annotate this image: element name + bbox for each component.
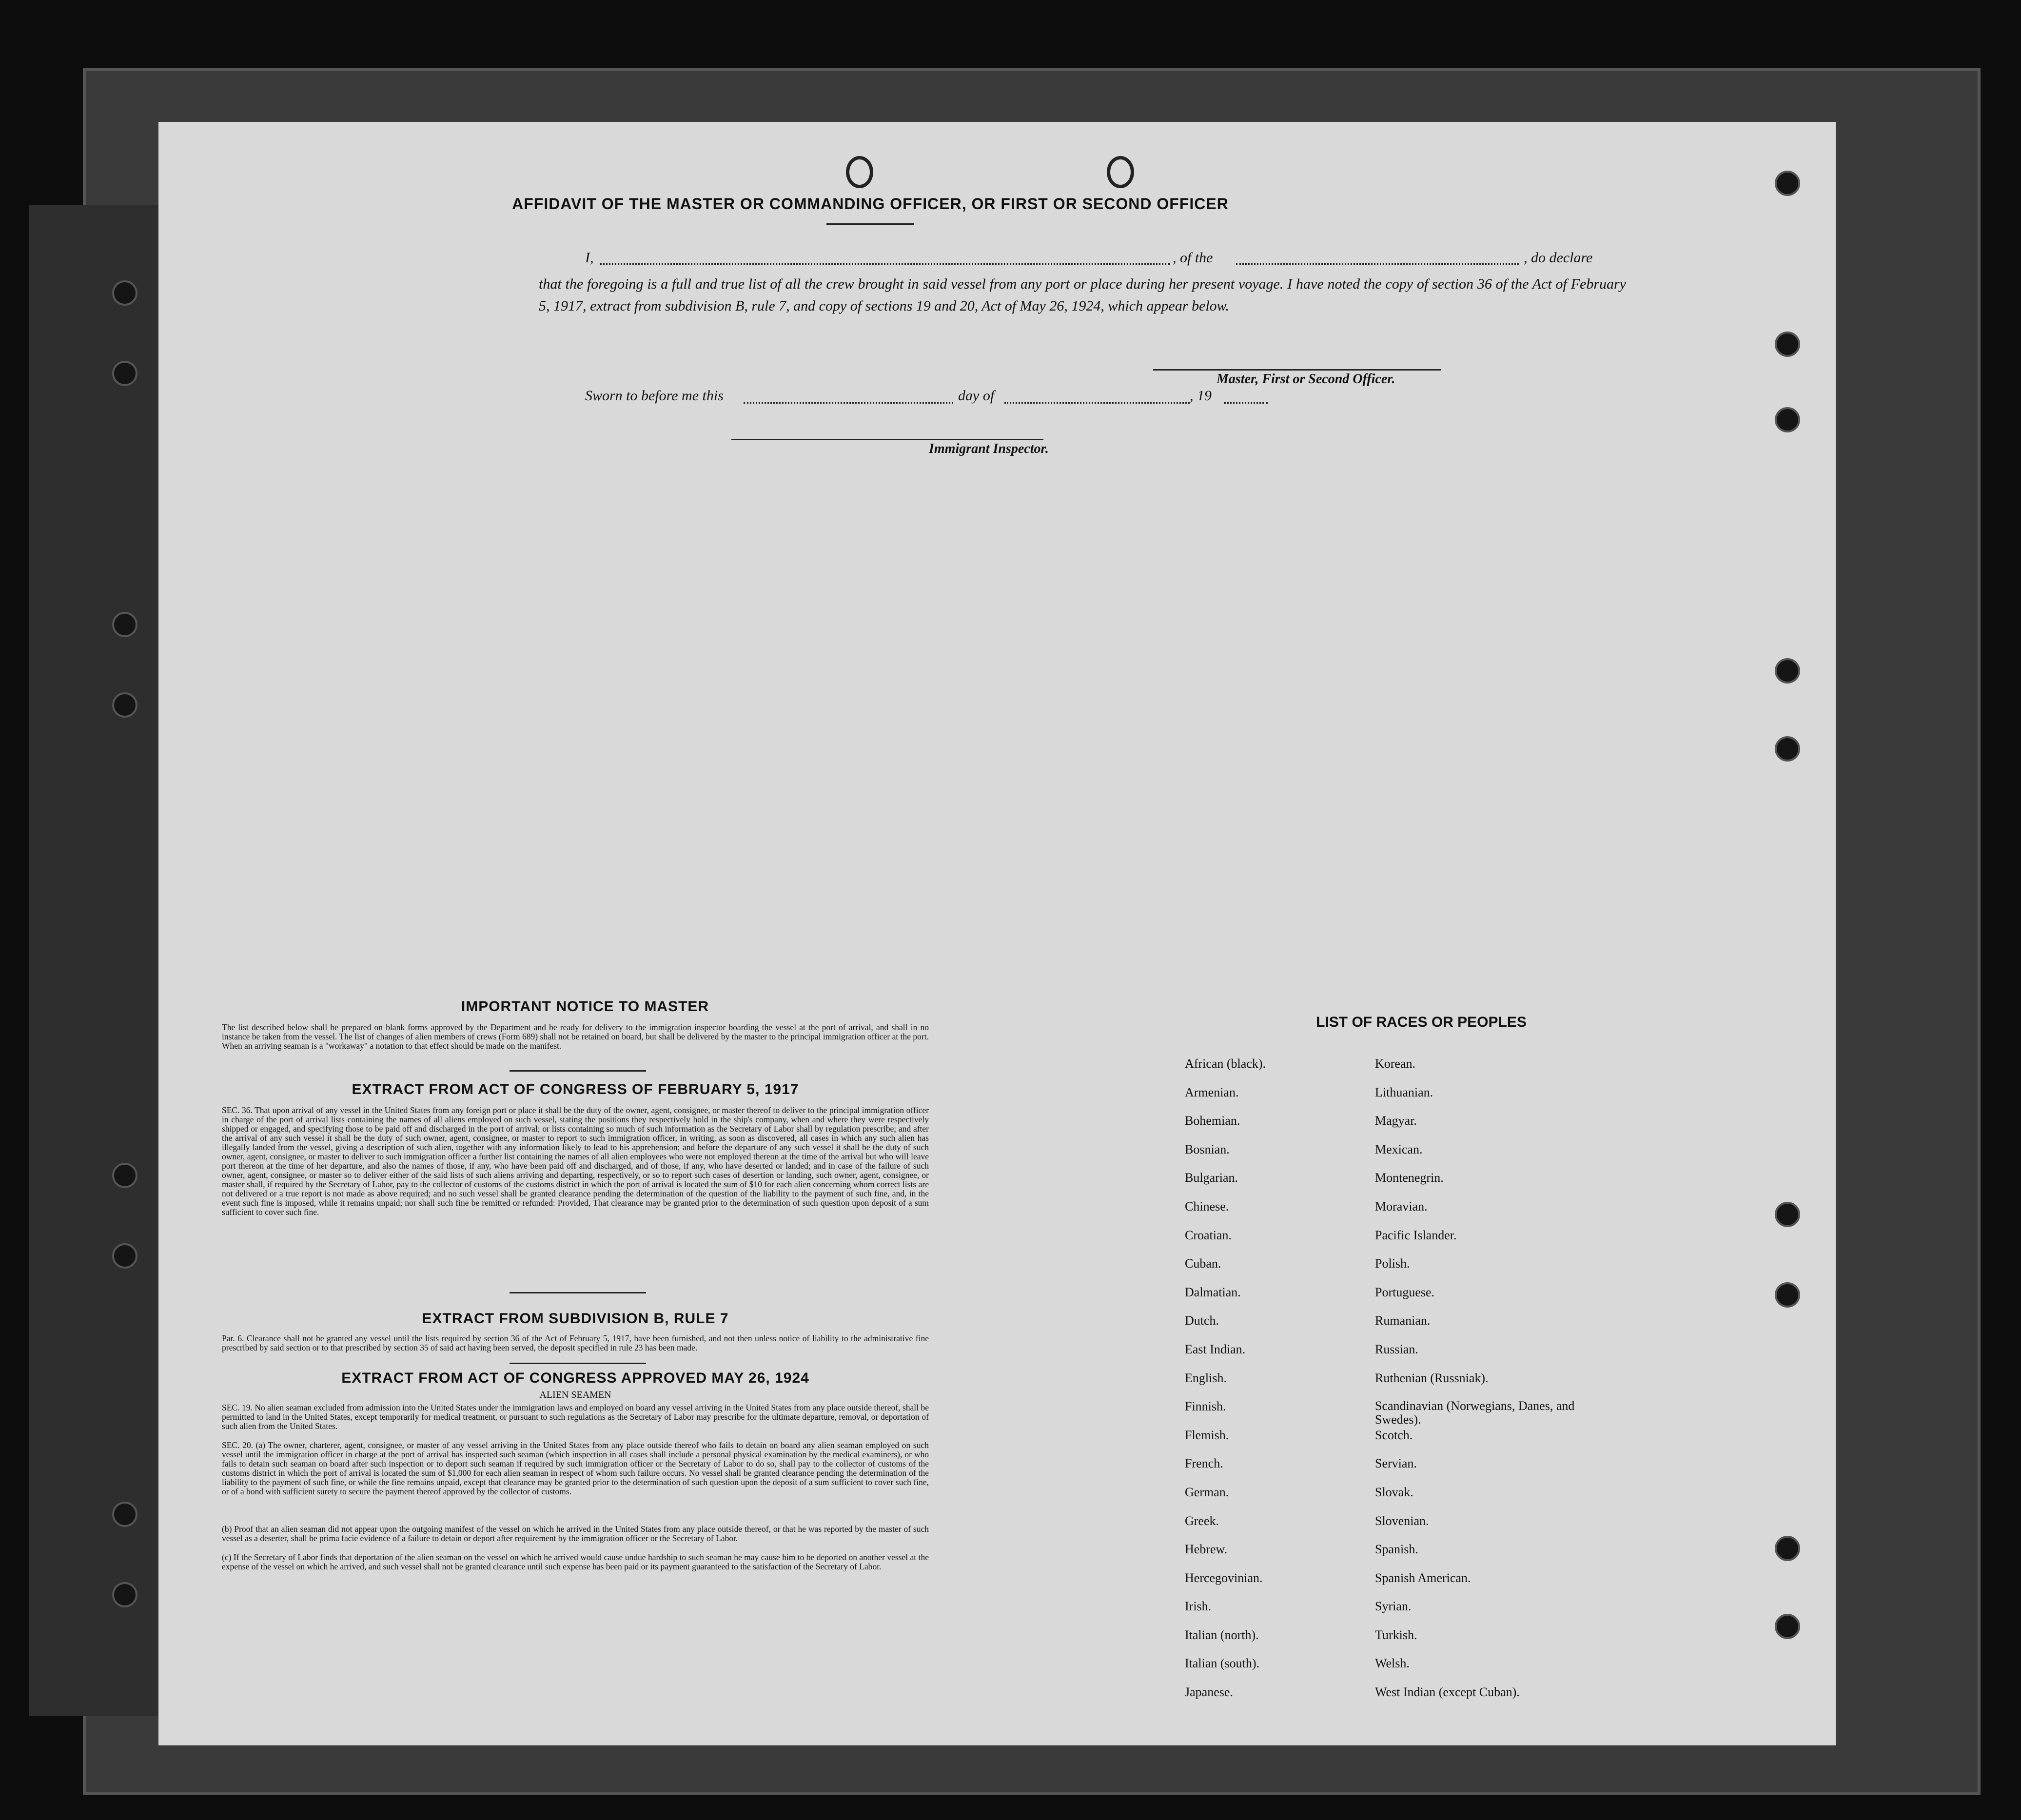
binder-hole (112, 692, 137, 718)
binder-hole (1775, 407, 1800, 432)
binder-hole (112, 612, 137, 637)
binder-hole (112, 1502, 137, 1527)
binder-hole (1775, 1202, 1800, 1227)
race-item: Armenian. (1185, 1085, 1239, 1099)
race-item: Scandinavian (Norwegians, Danes, and Swedes). (1375, 1399, 1575, 1427)
extract-1924-sec20c: (c) If the Secretary of Labor finds that deportation of the alien seaman on the vessel on which he arrived would cause undue hardship to such seaman he may cause him to be deported on another vessel at the expense of the vessel on which he arrived, and such vessel shall not be granted clearance until such expense has been paid or its payment guaranteed to the satisfaction of the Secretary of Labor. (222, 1552, 929, 1571)
extract-rule7-rule (510, 1363, 646, 1364)
declaration-mid: , of the (1173, 250, 1213, 266)
binder-hole (112, 280, 137, 306)
races-title: LIST OF RACES OR PEOPLES (1316, 1014, 1527, 1030)
race-item: African (black). (1185, 1057, 1266, 1071)
race-item: Ruthenian (Russniak). (1375, 1370, 1489, 1385)
race-item: Hebrew. (1185, 1542, 1228, 1557)
binder-hole (112, 1582, 137, 1607)
race-item: Finnish. (1185, 1399, 1226, 1414)
binder-hole (1775, 658, 1800, 684)
race-item: East Indian. (1185, 1342, 1246, 1356)
race-item: West Indian (except Cuban). (1375, 1685, 1520, 1700)
race-item: Flemish. (1185, 1428, 1229, 1442)
race-item: Dalmatian. (1185, 1285, 1241, 1299)
notice-rule (510, 1070, 646, 1072)
binder-hole (1775, 736, 1800, 762)
race-item: Polish. (1375, 1256, 1410, 1271)
race-item: Hercegovinian. (1185, 1570, 1263, 1585)
race-item: Korean. (1375, 1057, 1416, 1071)
race-item: Croatian. (1185, 1228, 1232, 1242)
binder-hole (112, 1243, 137, 1269)
binder-hole (1775, 332, 1800, 357)
sworn-start: Sworn to before me this (585, 388, 724, 404)
sworn-year-field[interactable] (1224, 402, 1268, 404)
race-item: Pacific Islander. (1375, 1228, 1457, 1242)
race-item: Irish. (1185, 1599, 1212, 1614)
race-item: Rumanian. (1375, 1313, 1431, 1328)
race-item: Slovenian. (1375, 1513, 1429, 1528)
extract-rule7-text: Par. 6. Clearance shall not be granted any vessel until the lists required by section 36 of the Act of February 5, 1917, have been furnished, and not then unless notice of liability to the administrative fine prescribed by said section or to that prescribed by section 35 of said act having been served, the deposit specified in rule 23 has been made. (222, 1333, 929, 1352)
ring-mark (846, 156, 873, 188)
race-item: Montenegrin. (1375, 1171, 1444, 1185)
notice-title: IMPORTANT NOTICE TO MASTER (461, 998, 709, 1015)
race-item: Greek. (1185, 1513, 1219, 1528)
binder-hole (1775, 1614, 1800, 1639)
race-item: Cuban. (1185, 1256, 1221, 1271)
race-item: Magyar. (1375, 1114, 1417, 1128)
inspector-signature-line[interactable] (731, 439, 1043, 440)
ring-mark (1107, 156, 1134, 188)
master-signature-line[interactable] (1153, 369, 1441, 371)
sworn-month-field[interactable] (1004, 402, 1190, 404)
affidavit-title: AFFIDAVIT OF THE MASTER OR COMMANDING OFFICER, OR FIRST OR SECOND OFFICER (512, 195, 1229, 213)
race-item: Lithuanian. (1375, 1085, 1433, 1099)
inspector-signature-label: Immigrant Inspector. (929, 441, 1049, 456)
binder-hole (1775, 171, 1800, 196)
title-rule (826, 223, 914, 225)
race-item: English. (1185, 1370, 1227, 1385)
notice-text: The list described below shall be prepared on blank forms approved by the Department and be ready for delivery to the immigration inspector boarding the vessel at the port of arrival, and shall in no instance be taken from the vessel. The list of changes of alien members of crews (Form 689) shall not be retained on board, but shall be delivered by the master to the principal immigration officer at the port. When an arriving seaman is a "workaway" a notation to that effect should be made on the manifest. (222, 1022, 929, 1051)
race-item: Scotch. (1375, 1428, 1413, 1442)
extract-1924-sec20a: SEC. 20. (a) The owner, charterer, agent, consignee, or master of any vessel arriving in the United States from any place outside thereof who fails to detain on board any alien seaman employed on such vessel until the immigration officer in charge at the port of arrival has inspected such seaman (which inspection in all cases shall include a personal physical examination by the medical examiners), or who fails to detain such seaman on board after such inspection or to deport such seaman if required by such immigration officer or the Secretary of Labor to do so, shall pay to the collector of customs of the customs district in which the port of arrival is located the sum of $1,000 for each alien seaman in respect of whom such failure occurs. No vessel shall be granted clearance pending the determination of the liability to the payment of such fine, or while the fine remains unpaid, except that clearance may be granted prior to the determination of such question upon the deposit of a sum sufficient to cover such fine, or of a bond with sufficient surety to secure the payment thereof approved by the collector of customs. (222, 1440, 929, 1496)
race-item: German. (1185, 1485, 1229, 1499)
race-item: Bohemian. (1185, 1114, 1240, 1128)
affidavit-paragraph: that the foregoing is a full and true list of all the crew brought in said vessel from any port or place during her present voyage. I have noted the copy of section 36 of the Act of February 5, 1917, extract from subdivision B, rule 7, and copy of sections 19 and 20, Act of May 26, 1924, which appear below. (539, 276, 1626, 314)
race-item: Slovak. (1375, 1485, 1413, 1499)
race-item: Spanish. (1375, 1542, 1418, 1557)
race-item: Portuguese. (1375, 1285, 1435, 1299)
binder-hole (1775, 1282, 1800, 1308)
race-item: Turkish. (1375, 1627, 1417, 1642)
race-item: Bulgarian. (1185, 1171, 1238, 1185)
race-item: Welsh. (1375, 1656, 1410, 1671)
race-item: Mexican. (1375, 1142, 1423, 1156)
extract-1924-title: EXTRACT FROM ACT OF CONGRESS APPROVED MAY 26, 1924 (341, 1370, 809, 1386)
race-item: Spanish American. (1375, 1570, 1471, 1585)
declaration-end: , do declare (1524, 250, 1593, 266)
races-left-column (1185, 1057, 1360, 1714)
extract-1924-sec20b: (b) Proof that an alien seaman did not appear upon the outgoing manifest of the vessel on which he arrived in the United States from any place outside thereof, or that he was reported by the master of such vessel as a deserter, shall be prima facie evidence of a failure to detain or deport after requirement by the immigration officer or the Secretary of Labor. (222, 1524, 929, 1543)
sworn-day-label: day of (958, 388, 995, 404)
extract-1924-subtitle: ALIEN SEAMEN (539, 1389, 611, 1400)
sworn-year-label: , 19 (1190, 388, 1212, 404)
extract-rule7-title: EXTRACT FROM SUBDIVISION B, RULE 7 (422, 1311, 729, 1327)
binder-hole (1775, 1536, 1800, 1561)
race-item: Dutch. (1185, 1313, 1219, 1328)
race-item: Moravian. (1375, 1199, 1428, 1213)
races-right-column (1375, 1057, 1585, 1714)
race-item: Bosnian. (1185, 1142, 1230, 1156)
race-item: Servian. (1375, 1456, 1417, 1471)
binder-hole (112, 361, 137, 386)
master-signature-label: Master, First or Second Officer. (1217, 372, 1395, 387)
race-item: Italian (north). (1185, 1627, 1259, 1642)
race-item: Italian (south). (1185, 1656, 1260, 1671)
name-field[interactable] (600, 263, 1170, 265)
extract-1917-title: EXTRACT FROM ACT OF CONGRESS OF FEBRUARY 5, 1917 (352, 1081, 799, 1097)
binder-hole (112, 1163, 137, 1188)
race-item: French. (1185, 1456, 1223, 1471)
race-item: Syrian. (1375, 1599, 1412, 1614)
race-item: Russian. (1375, 1342, 1418, 1356)
declaration-start: I, (585, 250, 594, 266)
sworn-day-field[interactable] (744, 402, 953, 404)
race-item: Japanese. (1185, 1685, 1233, 1700)
rank-field[interactable] (1236, 263, 1519, 265)
extract-1917-text: SEC. 36. That upon arrival of any vessel in the United States from any foreign port or place it shall be the duty of the owner, agent, consignee, or master thereof to deliver to the principal immigration officer in charge of the port of arrival lists containing the names of all aliens employed on such vessel, stating the positions they respectively hold in the ship's company, when and where they were respectively shipped or engaged, and specifying those to be paid off and discharged in the port of arrival; or lists containing so much of such information as the Secretary of Labor shall by regulation prescribe; and after the arrival of any such vessel it shall be the duty of such owner, agent, consignee, or master to report to such immigration officer, in writing, as soon as discovered, all cases in which any such alien has illegally landed from the vessel, giving a description of such alien, together with any information likely to lead to his apprehension; and before the departure of any such vessel it shall be the duty of such owner, agent, consignee, or master to deliver to such immigration officer a further list containing the names of all alien employees who were not employed thereon at the time of the arrival but who will leave port thereon at the time of her departure, and also the names of those, if any, who have been paid off and discharged, and of those, if any, who have deserted or landed; and in case of the failure of such owner, agent, consignee, or master so to deliver either of the said lists of such aliens arriving and departing, respectively, or so to report such cases of desertion or landing, such owner, agent, consignee, or master shall, if required by the Secretary of Labor, pay to the collector of customs of the customs district in which the port of arrival is located the sum of $10 for each alien concerning whom correct lists are not delivered or a true report is not made as above required; and no such vessel shall be granted clearance pending the determination of the question of the liability to the payment of such fine, and, in the event such fine is imposed, while it remains unpaid; nor shall such fine be remitted or refunded: Provided, That clearance may be granted prior to the determination of such question upon deposit of a sum sufficient to cover such fine. (222, 1105, 929, 1217)
race-item: Chinese. (1185, 1199, 1229, 1213)
extract-1917-rule (510, 1292, 646, 1293)
extract-1924-sec19: SEC. 19. No alien seaman excluded from admission into the United States under the immigration laws and employed on board any vessel arriving in the United States from any place outside thereof, shall be permitted to land in the United States, except temporarily for medical treatment, or pursuant to such regulations as the Secretary of Labor may prescribe for the ultimate departure, removal, or deportation of such alien from the United States. (222, 1403, 929, 1431)
background-sheet-edge (29, 205, 161, 1716)
document-page (158, 122, 1836, 1745)
